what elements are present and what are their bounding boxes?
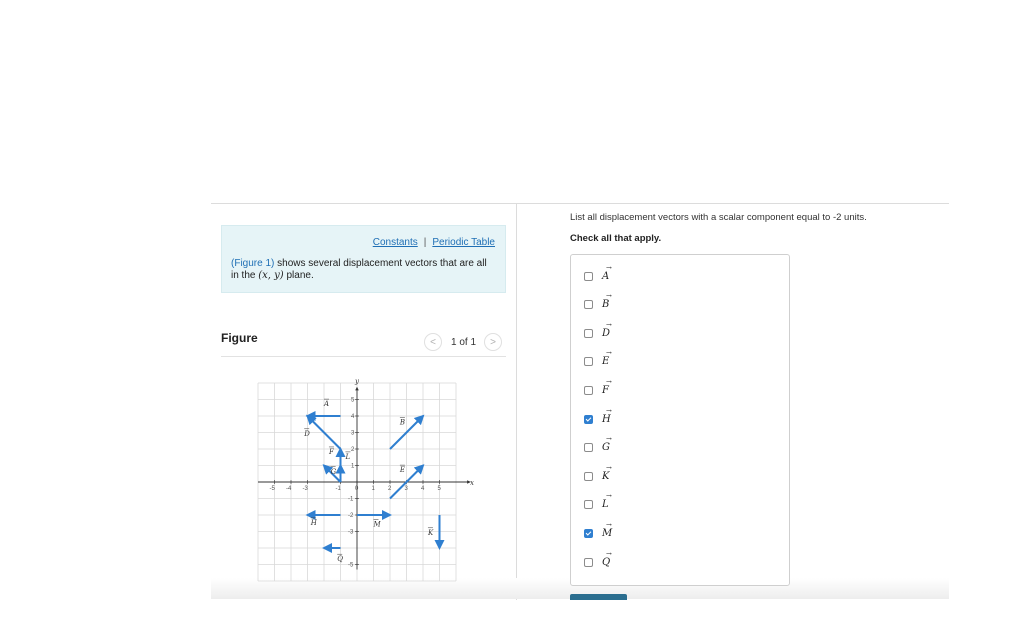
vector-label: Q [337,555,343,564]
option-k[interactable] [584,467,609,485]
top-divider [211,203,949,204]
x-tick-label: -5 [269,486,275,492]
vector-label: D [304,429,310,438]
option-label: → B [602,299,609,310]
axes [258,378,474,570]
figure-count: 1 of 1 [451,336,477,348]
x-axis-label: x [470,479,474,487]
checkbox[interactable] [584,272,593,281]
option-label: → F [602,385,609,396]
resource-links [373,237,495,248]
intro-text-part1: shows several displacement vectors that are all in the [231,258,487,281]
x-tick-label: -4 [286,486,292,492]
vector-label: M [373,520,381,529]
vector-label: E [399,466,406,475]
x-tick-label: 1 [371,486,375,492]
prev-figure-button[interactable]: < [424,333,442,351]
checkbox[interactable] [584,443,593,452]
next-figure-button[interactable]: > [484,333,502,351]
option-l[interactable] [584,496,609,514]
x-tick-label: 0 [355,486,359,492]
option-label: → M [602,528,612,539]
option-h[interactable] [584,410,611,428]
vector-label: K [427,528,434,537]
checkbox[interactable] [584,357,593,366]
link-separator: | [423,237,427,248]
checkbox-checked[interactable] [584,415,593,424]
vector-label: G [330,467,337,476]
question-instruction: Check all that apply. [570,233,662,244]
y-tick-label: 5 [351,397,355,404]
option-e[interactable] [584,353,609,371]
figure-heading: Figure [221,331,258,345]
vector-label: H [310,518,317,527]
option-q[interactable] [584,553,610,571]
y-tick-label: -1 [348,496,354,503]
vector-label: A [324,400,330,409]
checkbox[interactable] [584,386,593,395]
x-tick-label: 3 [404,486,408,492]
y-tick-label: -2 [348,513,354,519]
y-tick-label: -5 [348,562,354,569]
figure-link[interactable]: (Figure 1) [231,258,275,269]
option-label: → K [602,471,609,482]
intro-panel [221,225,506,293]
periodic-table-link[interactable]: Periodic Table [432,237,495,248]
y-tick-label: 2 [351,447,355,453]
vector-f [324,447,341,482]
figure-divider [221,356,506,357]
intro-text-part2: plane. [283,270,314,281]
x-tick-label: -1 [335,486,341,492]
checkbox-checked[interactable] [584,529,593,538]
option-label: → H [602,414,611,425]
option-f[interactable] [584,381,609,399]
x-tick-label: 5 [437,486,441,492]
intro-math: (x, y) [258,270,284,281]
option-g[interactable] [584,439,610,457]
y-tick-label: 3 [351,430,355,437]
column-divider [516,204,517,600]
checkbox[interactable] [584,558,593,567]
vector-graph [262,370,474,575]
option-label: → G [602,442,610,453]
option-d[interactable] [584,324,610,342]
y-tick-label: 1 [351,463,355,470]
option-a[interactable] [584,267,609,285]
option-label: → Q [602,557,610,568]
checkbox[interactable] [584,500,593,509]
option-m[interactable] [584,524,612,542]
intro-text [231,258,496,282]
checkbox[interactable] [584,300,593,309]
y-axis-label: y [355,377,359,386]
option-label: → A [602,271,609,282]
figure-pager [424,333,502,351]
y-tick-label: -3 [348,529,354,536]
x-tick-label: -3 [302,486,308,492]
answer-options [570,254,790,586]
option-b[interactable] [584,296,609,314]
submit-button[interactable] [570,594,627,600]
y-tick-label: 4 [351,414,355,420]
option-label: → E [602,356,609,367]
vector-label: B [399,418,406,427]
option-label: → D [602,328,610,339]
x-tick-label: 2 [388,486,392,492]
question-prompt: List all displacement vectors with a scalar component equal to -2 units. [570,212,867,223]
vector-label: L [345,452,351,461]
vector-label: F [328,447,334,456]
x-tick-label: 4 [421,486,425,492]
checkbox[interactable] [584,472,593,481]
checkbox[interactable] [584,329,593,338]
option-label: → L [602,499,609,510]
constants-link[interactable]: Constants [372,237,418,248]
